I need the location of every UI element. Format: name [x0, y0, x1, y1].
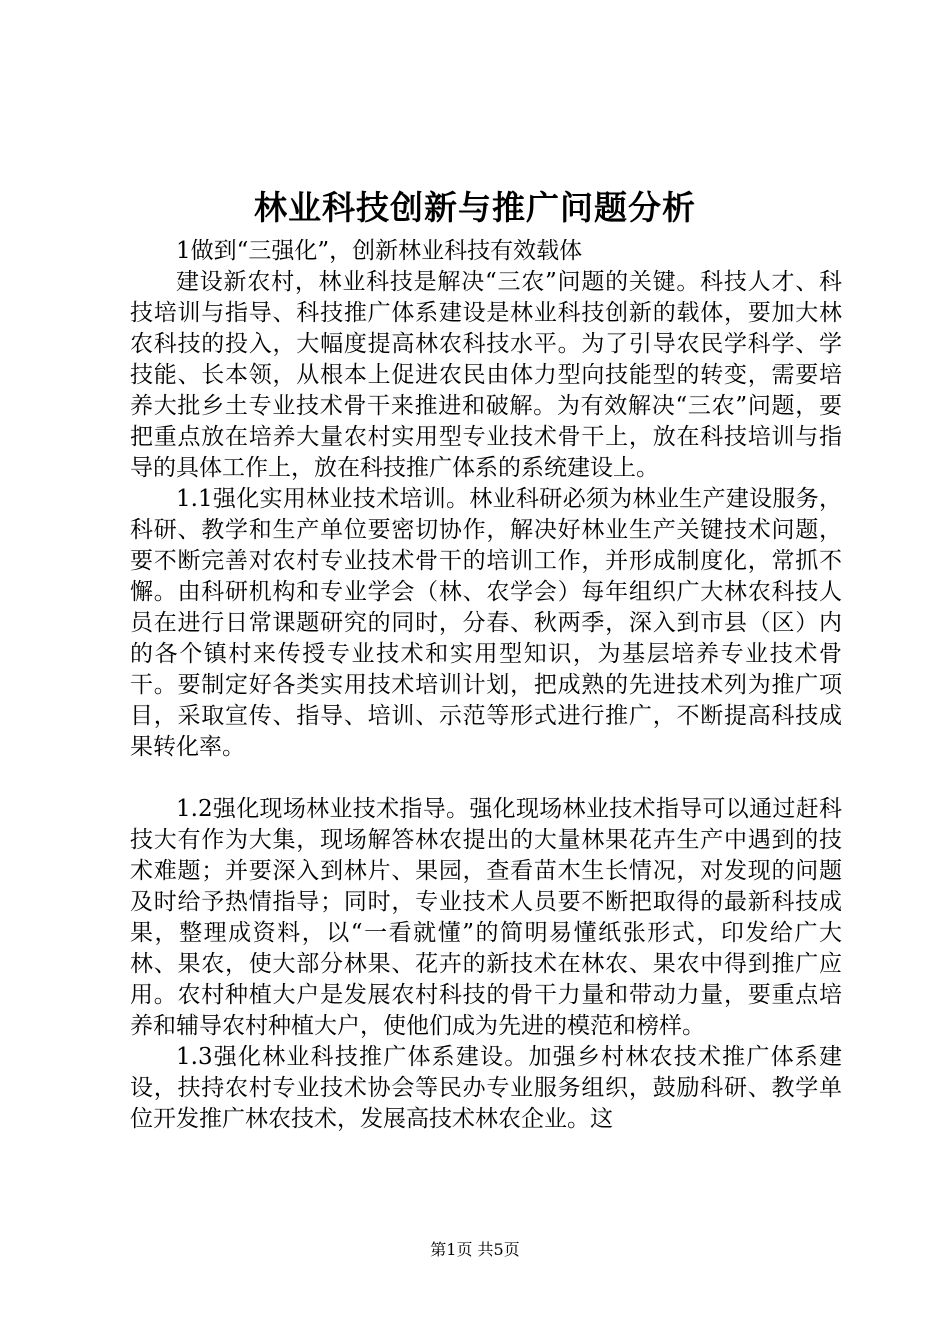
paragraph-intro: 建设新农村，林业科技是解决“三农”问题的关键。科技人才、科技培训与指导、科技推广体系建设是林业科技创新的载体，要加大林农科技的投入，大幅度提高林农科技水平。为了引导农民学科学、学技能、长本领，从根本上促进农民由体力型向技能型的转变，需要培养大批乡土专业技术骨干来推进和破解。为有效解决“三农”问题，要把重点放在培养大量农村实用型专业技术骨干上，放在科技培训与指导的具体工作上，放在科技推广体系的系统建设上。	[130, 269, 842, 481]
section-heading: 1做到“三强化”，创新林业科技有效载体	[176, 238, 583, 264]
document-body	[130, 236, 842, 1135]
paragraph-1-3: 1.3强化林业科技推广体系建设。加强乡村林农技术推广体系建设，扶持农村专业技术协会等民办专业服务组织，鼓励科研、教学单位开发推广林农技术，发展高技术林农企业。这	[130, 1044, 842, 1132]
page-number-footer: 第1页 共5页	[430, 1240, 520, 1259]
paragraph-1-2: 1.2强化现场林业技术指导。强化现场林业技术指导可以通过赶科技大有作为大集，现场解答林农提出的大量林果花卉生产中遇到的技术难题；并要深入到林片、果园，查看苗木生长情况，对发现的问题及时给予热情指导；同时，专业技术人员要不断把取得的最新科技成果，整理成资料，以“一看就懂”的简明易懂纸张形式，印发给广大林、果农，使大部分林果、花卉的新技术在林农、果农中得到推广应用。农村种植大户是发展农村科技的骨干力量和带动力量，要重点培养和辅导农村种植大户，使他们成为先进的模范和榜样。	[130, 796, 842, 1039]
paragraph-1-1: 1.1强化实用林业技术培训。林业科研必须为林业生产建设服务，科研、教学和生产单位要密切协作，解决好林业生产关键技术问题，要不断完善对农村专业技术骨干的培训工作，并形成制度化，常抓不懈。由科研机构和专业学会（林、农学会）每年组织广大林农科技人员在进行日常课题研究的同时，分春、秋两季，深入到市县（区）内的各个镇村来传授专业技术和实用型知识，为基层培养专业技术骨干。要制定好各类实用技术培训计划，把成熟的先进技术列为推广项目，采取宣传、指导、培训、示范等形式进行推广，不断提高科技成果转化率。	[130, 486, 842, 760]
document-title: 林业科技创新与推广问题分析	[254, 188, 696, 227]
